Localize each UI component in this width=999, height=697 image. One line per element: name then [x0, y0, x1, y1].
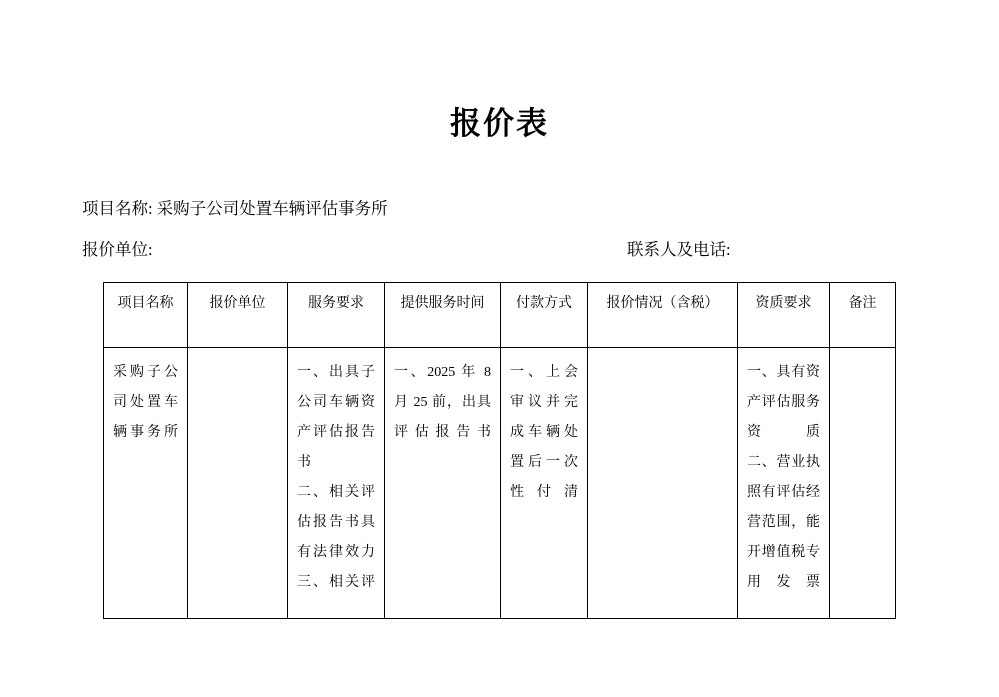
- cell-payment-method: [501, 348, 588, 619]
- cell-remark: [830, 348, 896, 619]
- header-remark: 备注: [830, 283, 896, 348]
- quote-unit-label: 报价单位:: [82, 240, 153, 259]
- cell-service-time: [385, 348, 501, 619]
- quote-unit-row: [82, 236, 917, 260]
- table-row: [104, 348, 896, 619]
- project-name-value: 采购子公司处置车辆评估事务所: [156, 199, 388, 218]
- header-payment-method: 付款方式: [501, 283, 588, 348]
- header-quote-unit: 报价单位: [188, 283, 288, 348]
- table-header-row: [104, 283, 896, 348]
- service-time-item-1: 一、2025 年 8 月 25 前，出具评估报告书: [394, 365, 491, 440]
- header-quote-amount: 报价情况（含税）: [588, 283, 738, 348]
- project-name-label: 项目名称:: [82, 199, 153, 218]
- header-project-name: 项目名称: [104, 283, 188, 348]
- payment-item-1: 一、上会审议并完成车辆处置后一次性付清: [510, 365, 578, 500]
- header-service-requirements: 服务要求: [288, 283, 385, 348]
- cell-project-name: 采购子公司处置车辆事务所: [104, 348, 188, 619]
- header-service-time: 提供服务时间: [385, 283, 501, 348]
- cell-quote-amount: [588, 348, 738, 619]
- project-name-row: [82, 195, 917, 219]
- page-title: 报价表: [450, 106, 549, 141]
- qualification-item-1: 一、具有资产评估服务资质: [747, 365, 820, 440]
- service-req-item-2: 二、相关评估报告书具有法律效力: [297, 485, 375, 560]
- header-qualification: 资质要求: [738, 283, 830, 348]
- cell-quote-unit: [188, 348, 288, 619]
- cell-service-requirements: [288, 348, 385, 619]
- service-req-item-1: 一、出具子公司车辆资产评估报告书: [297, 365, 375, 470]
- service-req-item-3: 三、相关评: [297, 575, 375, 590]
- document-meta: [0, 195, 999, 260]
- contact-label: 联系人及电话:: [627, 240, 731, 259]
- qualification-item-2: 二、营业执照有评估经营范围，能开增值税专用发票: [747, 455, 820, 590]
- cell-qualification: [738, 348, 830, 619]
- quote-table: [103, 282, 896, 619]
